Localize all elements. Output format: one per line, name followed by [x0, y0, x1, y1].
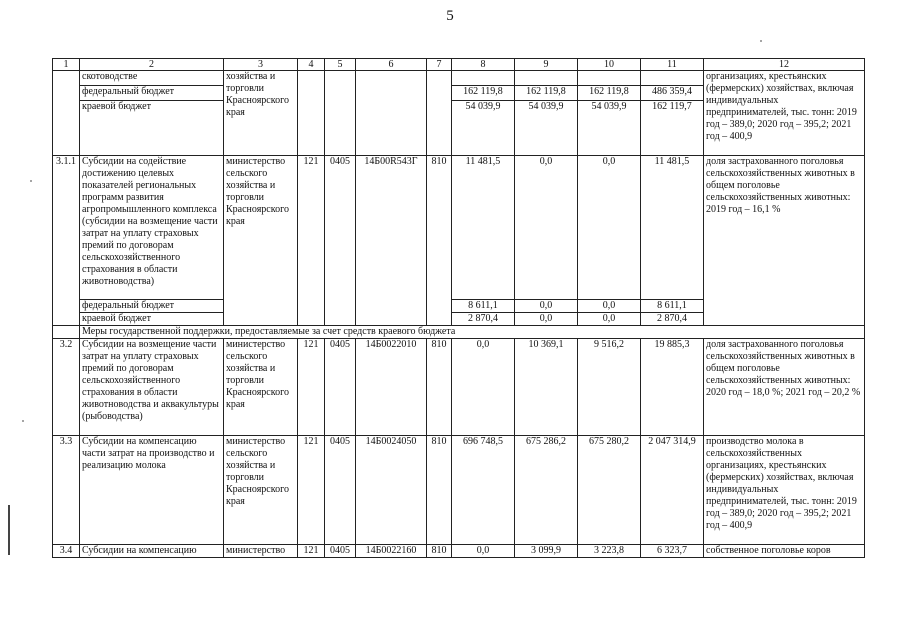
target-article-cell: [356, 71, 427, 156]
amount-cell: 3 099,9: [515, 545, 578, 558]
amount-cell: 0,0: [452, 339, 515, 436]
row-number-cell: 3.3: [53, 436, 80, 545]
row-number-cell: 3.1.1: [53, 156, 80, 326]
section-title: Меры государственной поддержки, предоставляемые за счет средств краевого бюджета: [80, 326, 865, 339]
measure-name-cell: Субсидии на компенсацию: [80, 545, 224, 558]
grbs-cell: [298, 71, 325, 156]
amount-cell: 162 119,8: [515, 86, 578, 101]
amount-cell: 10 369,1: [515, 339, 578, 436]
expected-result-cell: доля застрахованного поголовья сельскохозяйственных животных в общем поголовье сельскохозяйственных животных: 2020 год – 18,0 %; 2021 год – 20,2 %: [704, 339, 865, 436]
amount-cell: 2 870,4: [452, 313, 515, 326]
amount-cell: 19 885,3: [641, 339, 704, 436]
table-row: [53, 71, 865, 86]
amount-cell: 54 039,9: [452, 101, 515, 156]
section-cell: [325, 71, 356, 156]
amount-cell: 54 039,9: [515, 101, 578, 156]
amount-cell: 8 611,1: [452, 300, 515, 313]
amount-cell: 11 481,5: [641, 156, 704, 300]
section-cell: 0405: [325, 545, 356, 558]
executor-cell: министерство сельского хозяйства и торговли Красноярского края: [224, 436, 298, 545]
column-header: 1: [53, 59, 80, 71]
executor-cell: министерство сельского хозяйства и торговли Красноярского края: [224, 156, 298, 326]
amount-cell: 11 481,5: [452, 156, 515, 300]
section-cell: 0405: [325, 436, 356, 545]
amount-cell: 675 286,2: [515, 436, 578, 545]
expense-type-cell: [427, 71, 452, 156]
grbs-cell: 121: [298, 156, 325, 326]
measure-name-cell: Субсидии на содействие достижению целевых показателей региональных программ развития агропромышленного комплекса (субсидии на возмещение части затрат на уплату страховых премий по договорам сельскохозяйственного страхования в области животноводства): [80, 156, 224, 300]
column-header: 7: [427, 59, 452, 71]
section-cell: 0405: [325, 339, 356, 436]
column-header: 10: [578, 59, 641, 71]
expense-type-cell: 810: [427, 339, 452, 436]
executor-cell: хозяйства и торговли Красноярского края: [224, 71, 298, 156]
amount-cell: 54 039,9: [578, 101, 641, 156]
column-header: 8: [452, 59, 515, 71]
executor-cell: министерство сельского хозяйства и торговли Красноярского края: [224, 339, 298, 436]
expense-type-cell: 810: [427, 156, 452, 326]
expected-result-cell: собственное поголовье коров: [704, 545, 865, 558]
amount-cell: 675 280,2: [578, 436, 641, 545]
amount-cell: 696 748,5: [452, 436, 515, 545]
amount-cell: 0,0: [515, 313, 578, 326]
amount-cell: 162 119,8: [578, 86, 641, 101]
budget-source-cell: федеральный бюджет: [80, 300, 224, 313]
amount-cell: 8 611,1: [641, 300, 704, 313]
target-article-cell: 14Б0022010: [356, 339, 427, 436]
scan-speck: [760, 40, 762, 42]
budget-table: [52, 58, 865, 558]
column-header: 3: [224, 59, 298, 71]
budget-source-cell: федеральный бюджет: [80, 86, 224, 101]
measure-name-cell: скотоводстве: [80, 71, 224, 86]
grbs-cell: 121: [298, 436, 325, 545]
section-cell: 0405: [325, 156, 356, 326]
table-row: [53, 545, 865, 558]
expense-type-cell: 810: [427, 436, 452, 545]
amount-cell: [452, 71, 515, 86]
amount-cell: 0,0: [452, 545, 515, 558]
amount-cell: [515, 71, 578, 86]
target-article-cell: 14Б0024050: [356, 436, 427, 545]
expected-result-cell: организациях, крестьянских (фермерских) хозяйствах, включая индивидуальных предпринимателей, тыс. тонн: 2019 год – 389,0; 2020 год – 395,2; 2021 год – 400,9: [704, 71, 865, 156]
column-header: 9: [515, 59, 578, 71]
section-row: [53, 326, 865, 339]
grbs-cell: 121: [298, 545, 325, 558]
amount-cell: [641, 71, 704, 86]
column-number-row: [53, 59, 865, 71]
column-header: 11: [641, 59, 704, 71]
row-number-cell: 3.2: [53, 339, 80, 436]
amount-cell: 0,0: [578, 156, 641, 300]
budget-source-cell: краевой бюджет: [80, 313, 224, 326]
page-number: 5: [446, 8, 454, 24]
grbs-cell: 121: [298, 339, 325, 436]
amount-cell: 0,0: [578, 313, 641, 326]
column-header: 5: [325, 59, 356, 71]
amount-cell: 2 870,4: [641, 313, 704, 326]
row-number-cell: [53, 326, 80, 339]
margin-mark: [8, 505, 10, 555]
table-row: [53, 339, 865, 436]
column-header: 2: [80, 59, 224, 71]
row-number-cell: 3.4: [53, 545, 80, 558]
expected-result-cell: доля застрахованного поголовья сельскохозяйственных животных в общем поголовье сельскохозяйственных животных: 2019 год – 16,1 %: [704, 156, 865, 326]
measure-name-cell: Субсидии на компенсацию части затрат на производство и реализацию молока: [80, 436, 224, 545]
budget-source-cell: краевой бюджет: [80, 101, 224, 156]
scan-speck: [22, 420, 24, 422]
amount-cell: 3 223,8: [578, 545, 641, 558]
amount-cell: 162 119,7: [641, 101, 704, 156]
column-header: 12: [704, 59, 865, 71]
target-article-cell: 14Б00R543Г: [356, 156, 427, 326]
column-header: 6: [356, 59, 427, 71]
table-row: [53, 436, 865, 545]
table-row: [53, 156, 865, 300]
expense-type-cell: 810: [427, 545, 452, 558]
amount-cell: 9 516,2: [578, 339, 641, 436]
amount-cell: 162 119,8: [452, 86, 515, 101]
amount-cell: 0,0: [515, 156, 578, 300]
amount-cell: 2 047 314,9: [641, 436, 704, 545]
row-number-cell: [53, 71, 80, 156]
measure-name-cell: Субсидии на возмещение части затрат на уплату страховых премий по договорам сельскохозяйственного страхования в области животноводства и аквакультуры (рыбоводства): [80, 339, 224, 436]
column-header: 4: [298, 59, 325, 71]
expected-result-cell: производство молока в сельскохозяйственных организациях, крестьянских (фермерских) хозяйствах, включая индивидуальных предпринимателей, тыс. тонн: 2019 год – 389,0; 2020 год – 395,2; 2021 год – 400,9: [704, 436, 865, 545]
target-article-cell: 14Б0022160: [356, 545, 427, 558]
amount-cell: 486 359,4: [641, 86, 704, 101]
amount-cell: 0,0: [578, 300, 641, 313]
scan-speck: [30, 180, 32, 182]
executor-cell: министерство: [224, 545, 298, 558]
amount-cell: 6 323,7: [641, 545, 704, 558]
amount-cell: [578, 71, 641, 86]
amount-cell: 0,0: [515, 300, 578, 313]
